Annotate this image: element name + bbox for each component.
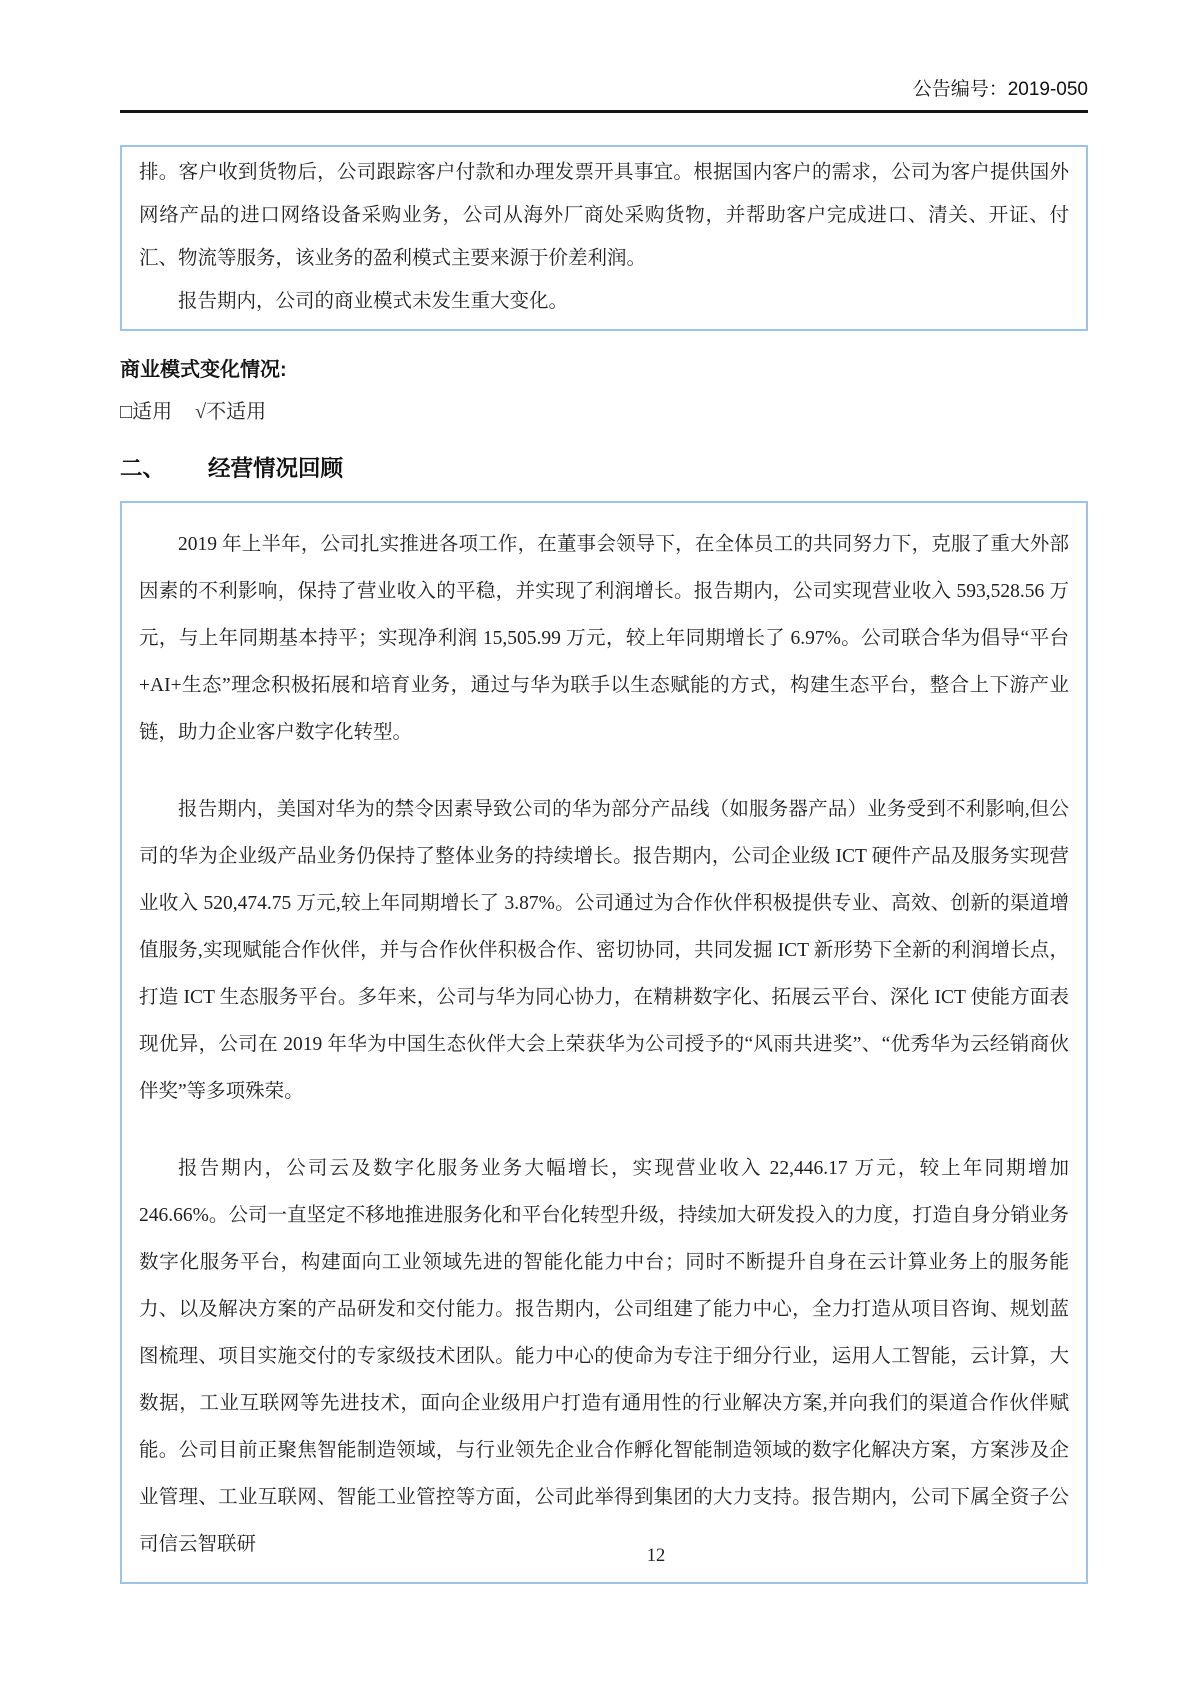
review-paragraph-2: 报告期内，美国对华为的禁令因素导致公司的华为部分产品线（如服务器产品）业务受到不利影响,但公司的华为企业级产品业务仍保持了整体业务的持续增长。报告期内，公司企业级 ICT 硬件产品及服务实现营业收入 520,474.75 万元,较上年同期增长了 3.87%。公司通过为合作伙伴积极提供专业、高效、创新的渠道增值服务,实现赋能合作伙伴，并与合作伙伴积极合作、密切协同，共同发掘 ICT 新形势下全新的利润增长点，打造 ICT 生态服务平台。多年来，公司与华为同心协力，在精耕数字化、拓展云平台、深化 ICT 使能方面表现优异，公司在 2019 年华为中国生态伙伴大会上荣获华为公司授予的“风雨共进奖”、“优秀华为云经销商伙伴奖”等多项殊荣。 [139,799,1069,1102]
section-title: 经营情况回顾 [208,456,344,481]
business-model-summary-paragraph: 报告期内，公司的商业模式未发生重大变化。 [178,291,569,312]
business-model-paragraph: 排。客户收到货物后，公司跟踪客户付款和办理发票开具事宜。根据国内客户的需求，公司为客户提供国外网络产品的进口网络设备采购业务，公司从海外厂商处采购货物，并帮助客户完成进口、清关、开证、付汇、物流等服务，该业务的盈利模式主要来源于价差利润。 [139,162,1069,269]
applicability-options [120,395,1088,424]
option-applicable: □适用 [120,401,173,423]
announcement-number: 公告编号：2019-050 [912,79,1088,100]
header-rule [120,110,1088,113]
page-header [120,0,1088,101]
section-heading [120,451,1088,483]
option-not-applicable: √不适用 [195,401,267,423]
section-number: 二、 [120,456,166,481]
review-paragraph-3: 报告期内，公司云及数字化服务业务大幅增长，实现营业收入 22,446.17 万元，较上年同期增加 246.66%。公司一直坚定不移地推进服务化和平台化转型升级，持续加大研发投入的力度，打造自身分销业务数字化服务平台，构建面向工业领域先进的智能化能力中台；同时不断提升自身在云计算业务上的服务能力、以及解决方案的产品研发和交付能力。报告期内，公司组建了能力中心，全力打造从项目咨询、规划蓝图梳理、项目实施交付的专家级技术团队。能力中心的使命为专注于细分行业，运用人工智能，云计算，大数据，工业互联网等先进技术，面向企业级用户打造有通用性的行业解决方案,并向我们的渠道合作伙伴赋能。公司目前正聚焦智能制造领域，与行业领先企业合作孵化智能制造领域的数字化解决方案，方案涉及企业管理、工业互联网、智能工业管控等方面，公司此举得到集团的大力支持。报告期内，公司下属全资子公司信云智联研 [139,1158,1069,1555]
business-model-box [120,145,1088,331]
content-area [120,0,1088,1584]
operations-review-box [120,501,1088,1584]
page-number: 12 [646,1546,666,1566]
review-paragraph-1: 2019 年上半年，公司扎实推进各项工作，在董事会领导下，在全体员工的共同努力下，克服了重大外部因素的不利影响，保持了营业收入的平稳，并实现了利润增长。报告期内，公司实现营业收入 593,528.56 万元，与上年同期基本持平；实现净利润 15,505.99 万元，较上年同期增长了 6.97%。公司联合华为倡导“平台+AI+生态”理念积极拓展和培育业务，通过与华为联手以生态赋能的方式，构建生态平台，整合上下游产业链，助力企业客户数字化转型。 [139,534,1069,743]
business-model-change-label: 商业模式变化情况: [120,359,287,381]
